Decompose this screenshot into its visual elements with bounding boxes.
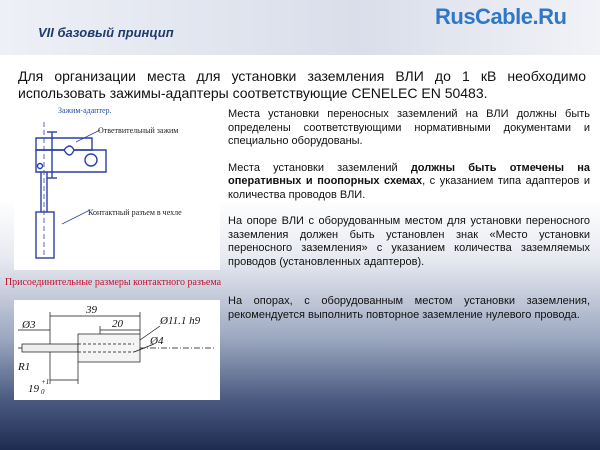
text-run: Места установки заземлений <box>228 161 411 174</box>
dim-39: 39 <box>86 304 97 316</box>
dim-inner-diameter: Ø4 <box>150 335 164 347</box>
adapter-drawing-panel <box>14 120 220 270</box>
dim-19: 19 <box>28 383 39 395</box>
intro-text: Для организации места для установки заземления ВЛИ до 1 кВ необходимо использовать зажимы-адаптеры соответствующие CENELEC EN 50483. <box>18 68 586 101</box>
body-paragraph <box>228 295 590 322</box>
bold-run: должны быть отмечены на оперативных и поопорных схемах <box>228 161 590 187</box>
text-run: Места установки переносных заземлений на ВЛИ должны быть определены соответствующими нормативными документами и специально оборудованы. <box>228 108 590 147</box>
dim-d3: Ø3 <box>22 319 36 331</box>
dim-19-lower-tol: 0 <box>41 388 45 396</box>
dimension-drawing <box>14 300 220 400</box>
dim-20: 20 <box>112 318 123 330</box>
label-contact-connector: Контактный разъем в чехле <box>88 208 182 217</box>
body-paragraph <box>228 108 590 149</box>
adapter-drawing <box>14 120 220 270</box>
ruscable-logo: RusCable.Ru <box>435 4 567 29</box>
body-paragraph <box>228 162 590 203</box>
text-run: На опорах, с оборудованным местом установки заземления, рекомендуется выполнить повторное заземление нулевого провода. <box>228 295 590 321</box>
label-branch-clamp: Ответвительный зажим <box>98 126 179 135</box>
body-paragraph <box>228 215 590 269</box>
caption-dimensions: Присоединительные размеры контактного разъема <box>4 277 222 288</box>
dimension-drawing-panel <box>14 300 220 400</box>
caption-adapter: Зажим-адаптер. <box>58 106 112 115</box>
text-run: , с указанием типа адаптеров и количества проводов ВЛИ. <box>228 175 591 201</box>
slide-title: VII базовый принцип <box>38 25 174 40</box>
dim-outer-diameter: Ø11.1 h9 <box>160 315 201 327</box>
body-text-column <box>228 108 590 335</box>
dim-radius: R1 <box>18 361 31 373</box>
text-run: На опоре ВЛИ с оборудованным местом для установки переносного заземления должен быть установлен знак «Место установки переносного заземления» с указанием количества заземляемых проводов (установленных адаптеров). <box>228 215 590 268</box>
dim-19-upper-tol: +1 <box>41 378 50 386</box>
